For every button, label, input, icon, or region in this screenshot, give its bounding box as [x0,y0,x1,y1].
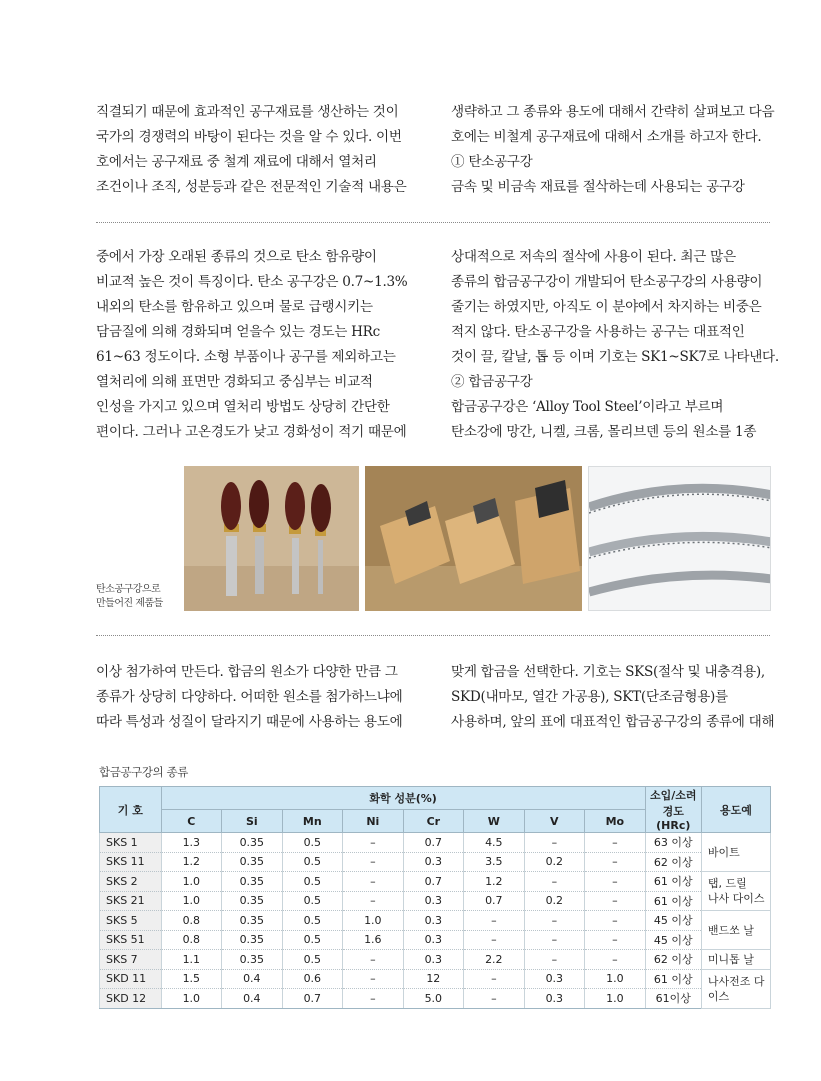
cell-value: – [524,950,585,970]
text-line: 줄기는 하였지만, 아직도 이 분야에서 차지하는 비중은 [451,299,762,315]
text-line: ② 합금공구강 [451,374,533,390]
cell-hardness: 61 이상 [645,969,701,989]
header-hardness [645,787,701,833]
cell-hardness: 61 이상 [645,891,701,911]
cell-use [701,872,770,911]
cell-value: 1.0 [343,911,404,931]
cell-use [701,950,770,970]
text-line: 직결되기 때문에 효과적인 공구재료를 생산하는 것이 [96,104,399,120]
image-caption [96,583,163,611]
cell-value: – [524,930,585,950]
text-line: 중에서 가장 오래된 종류의 것으로 탄소 함유량이 [96,249,377,265]
alloy-tool-steel-table [99,786,771,1009]
table-row [100,969,771,989]
cell-value: – [585,911,646,931]
use-line: 밴드쏘 날 [707,923,754,937]
caption-line: 탄소공구강으로 [96,584,161,595]
cell-hardness: 63 이상 [645,833,701,853]
cell-value: 0.3 [403,950,464,970]
cell-value: 12 [403,969,464,989]
cell-value: 0.35 [222,891,283,911]
cell-value: – [585,852,646,872]
cell-use [701,833,770,872]
text-line: 인성을 가지고 있으며 열처리 방법도 상당히 간단한 [96,399,390,415]
cell-value: – [343,950,404,970]
cell-value: 0.35 [222,852,283,872]
header-element: W [464,810,525,833]
cell-code: SKS 5 [100,911,162,931]
bandsaw-blade-photo [588,466,771,611]
cell-value: 0.3 [403,852,464,872]
cell-value: 1.6 [343,930,404,950]
cell-value: 1.0 [161,872,222,892]
header-element: Mn [282,810,343,833]
use-line: 미니톱 날 [707,952,754,966]
use-line: 나사전조 다이스 [707,974,765,1003]
cell-value: – [343,833,404,853]
text-line: 조건이나 조직, 성분등과 같은 전문적인 기술적 내용은 [96,179,407,195]
text-line: 금속 및 비금속 재료를 절삭하는데 사용되는 공구강 [451,179,745,195]
cell-value: 0.7 [282,989,343,1009]
cell-hardness: 61이상 [645,989,701,1009]
paragraph-row1-left [96,100,406,200]
cell-value: – [464,989,525,1009]
cell-value: 0.2 [524,891,585,911]
cell-value: 0.35 [222,872,283,892]
paragraph-row3-left [96,660,402,735]
text-line: ① 탄소공구강 [451,154,533,170]
cell-value: 1.1 [161,950,222,970]
cell-value: 5.0 [403,989,464,1009]
table-row [100,833,771,853]
cell-value: – [585,891,646,911]
cell-value: 1.0 [585,989,646,1009]
table-row [100,930,771,950]
header-hardness-line: 경도(HRc) [656,805,691,832]
text-line: 국가의 경쟁력의 바탕이 된다는 것을 알 수 있다. 이번 [96,129,402,145]
cell-value: 0.4 [222,969,283,989]
cell-value: 0.3 [403,891,464,911]
wood-planes-photo [365,466,582,611]
cell-value: 1.0 [585,969,646,989]
cell-value: 0.5 [282,852,343,872]
cell-value: 3.5 [464,852,525,872]
cell-value: 0.5 [282,950,343,970]
cell-value: 1.2 [464,872,525,892]
table-row [100,872,771,892]
cell-value: 0.5 [282,930,343,950]
cell-hardness: 45 이상 [645,911,701,931]
use-line: 바이트 [707,845,740,859]
text-line: 종류가 상당히 다양하다. 어떠한 원소를 첨가하느냐에 [96,689,403,705]
header-element: Mo [585,810,646,833]
text-line: 편이다. 그러나 고온경도가 낮고 경화성이 적기 때문에 [96,424,407,440]
cell-value: 0.35 [222,911,283,931]
cell-value: – [585,833,646,853]
table-row [100,989,771,1009]
cell-value: 0.5 [282,872,343,892]
cell-value: – [464,911,525,931]
table-row [100,891,771,911]
cell-value: – [585,950,646,970]
cell-value: 0.7 [403,833,464,853]
text-line: 적지 않다. 탄소공구강을 사용하는 공구는 대표적인 [451,324,745,340]
cell-code: SKS 11 [100,852,162,872]
dotted-divider [96,222,770,223]
cell-value: 2.2 [464,950,525,970]
header-element: Si [222,810,283,833]
cell-value: 0.6 [282,969,343,989]
text-line: 생략하고 그 종류와 용도에 대해서 간략히 살펴보고 다음 [451,104,775,120]
cell-code: SKD 11 [100,969,162,989]
cell-value: – [343,969,404,989]
header-chemical: 화학 성분(%) [161,787,645,810]
cell-value: 0.8 [161,911,222,931]
paragraph-row1-right [451,100,774,200]
cell-code: SKS 7 [100,950,162,970]
cell-value: – [524,833,585,853]
cell-value: 0.35 [222,833,283,853]
dotted-divider [96,635,770,636]
header-element: V [524,810,585,833]
cell-value: 0.8 [161,930,222,950]
text-line: 호에는 비철계 공구재료에 대해서 소개를 하고자 한다. [451,129,762,145]
header-hardness-line: 소입/소려 [649,789,697,802]
paragraph-row3-right [451,660,774,735]
cell-value: – [585,872,646,892]
text-line: 61~63 정도이다. 소형 부품이나 공구를 제외하고는 [96,349,396,365]
text-line: 따라 특성과 성질이 달라지기 때문에 사용하는 용도에 [96,714,403,730]
cell-hardness: 62 이상 [645,950,701,970]
cell-value: 0.7 [403,872,464,892]
cell-value: 0.5 [282,891,343,911]
cell-value: 0.3 [524,969,585,989]
cell-value: 1.3 [161,833,222,853]
cell-value: 0.3 [403,911,464,931]
header-element: C [161,810,222,833]
cell-value: 0.35 [222,950,283,970]
text-line: 상대적으로 저속의 절삭에 사용이 된다. 최근 많은 [451,249,736,265]
text-line: 이상 첨가하여 만든다. 합금의 원소가 다양한 만큼 그 [96,664,398,680]
cell-value: 0.35 [222,930,283,950]
cell-value: – [464,969,525,989]
text-line: 것이 끌, 칼날, 톱 등 이며 기호는 SK1~SK7로 나타낸다. [451,349,779,365]
use-line: 나사 다이스 [707,892,765,905]
table-row [100,950,771,970]
cell-value: – [343,891,404,911]
cell-value: 0.7 [464,891,525,911]
cell-value: 0.5 [282,833,343,853]
cell-value: – [585,930,646,950]
cell-value: 0.3 [524,989,585,1009]
cell-value: 0.4 [222,989,283,1009]
text-line: 맞게 합금을 선택한다. 기호는 SKS(절삭 및 내충격용), [451,664,765,680]
table-row [100,911,771,931]
text-line: 비교적 높은 것이 특징이다. 탄소 공구강은 0.7~1.3% [96,274,408,290]
text-line: 내외의 탄소를 함유하고 있으며 물로 급랭시키는 [96,299,373,315]
cell-code: SKS 1 [100,833,162,853]
caption-line: 만들어진 제품들 [96,598,163,609]
paragraph-row2-left [96,245,407,445]
cell-hardness: 61 이상 [645,872,701,892]
cell-value: 1.0 [161,989,222,1009]
text-line: SKD(내마모, 열간 가공용), SKT(단조금형용)를 [451,689,728,705]
cell-value: 0.3 [403,930,464,950]
cell-value: – [343,852,404,872]
cell-hardness: 45 이상 [645,930,701,950]
text-line: 열처리에 의해 표면만 경화되고 중심부는 비교적 [96,374,373,390]
text-line: 탄소강에 망간, 니켈, 크롬, 몰리브덴 등의 원소를 1종 [451,424,757,440]
cell-use [701,911,770,950]
cell-value: – [343,989,404,1009]
header-element: Ni [343,810,404,833]
cell-code: SKS 51 [100,930,162,950]
text-line: 호에서는 공구재료 중 철계 재료에 대해서 열처리 [96,154,377,170]
header-code: 기 호 [100,787,162,833]
use-line: 탭, 드릴 [707,877,747,890]
cell-value: – [524,911,585,931]
table-row [100,852,771,872]
cell-value: 0.2 [524,852,585,872]
paragraph-row2-right [451,245,779,445]
cell-code: SKS 2 [100,872,162,892]
cell-use [701,969,770,1008]
cell-value: – [524,872,585,892]
header-use: 용도예 [701,787,770,833]
text-line: 종류의 합금공구강이 개발되어 탄소공구강의 사용량이 [451,274,763,290]
cell-value: 1.5 [161,969,222,989]
table-title: 합금공구강의 종류 [99,765,188,779]
cell-value: – [464,930,525,950]
cell-value: – [343,872,404,892]
text-line: 사용하며, 앞의 표에 대표적인 합금공구강의 종류에 대해 [451,714,775,730]
header-element: Cr [403,810,464,833]
cell-value: 0.5 [282,911,343,931]
text-line: 담금질에 의해 경화되며 얻을수 있는 경도는 HRc [96,324,380,340]
cell-value: 1.0 [161,891,222,911]
cell-hardness: 62 이상 [645,852,701,872]
cell-code: SKS 21 [100,891,162,911]
cell-value: 4.5 [464,833,525,853]
text-line: 합금공구강은 ‘Alloy Tool Steel’이라고 부르며 [451,399,724,415]
cell-code: SKD 12 [100,989,162,1009]
cell-value: 1.2 [161,852,222,872]
chisels-photo [184,466,359,611]
